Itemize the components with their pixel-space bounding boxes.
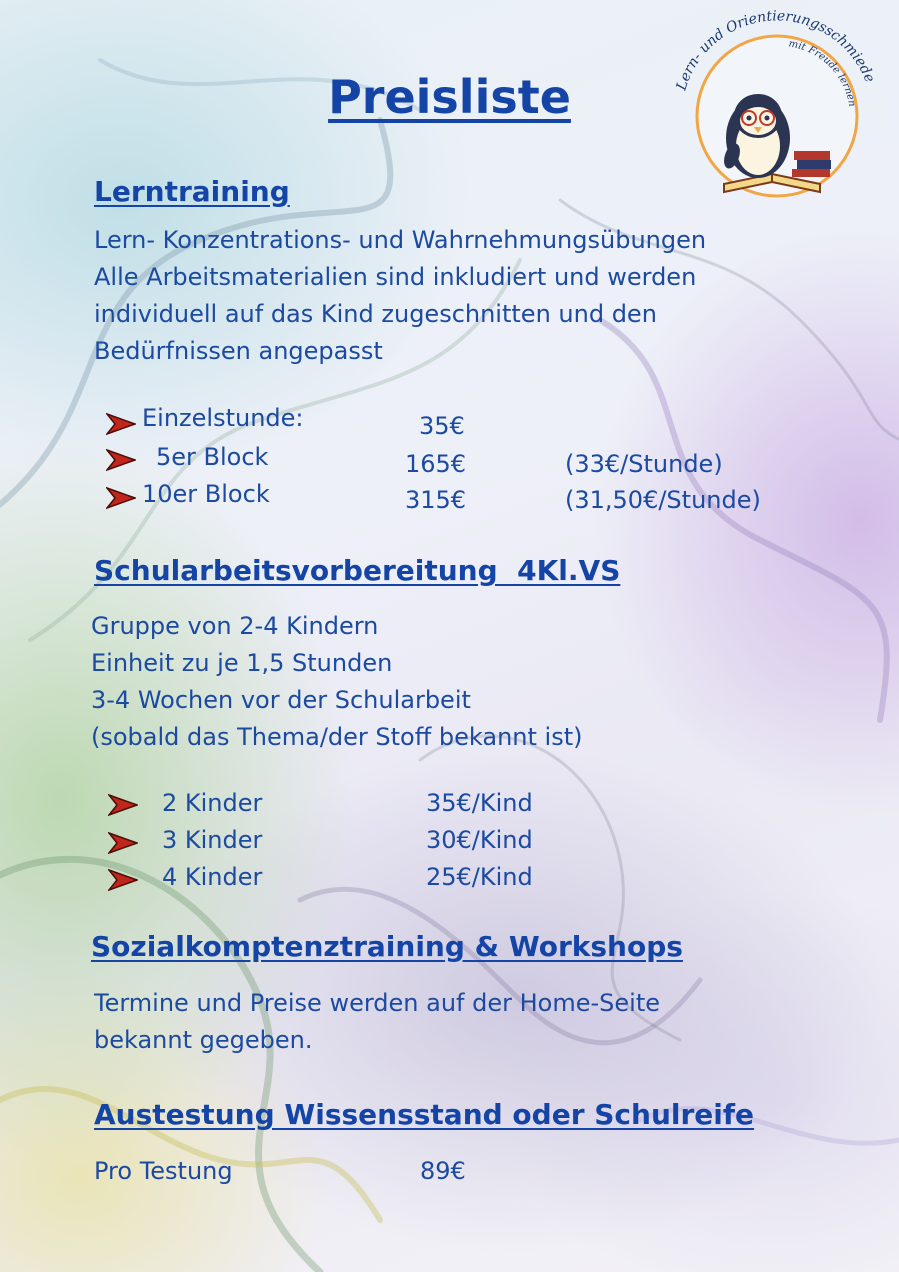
logo-slogan: mit Freude lernen (787, 38, 858, 108)
sozial-description (94, 985, 660, 1059)
price-label: 5er Block (156, 443, 269, 471)
price-note: (33€/Stunde) (565, 450, 723, 478)
price-note: (31,50€/Stunde) (565, 486, 761, 514)
price-value: 165€ (405, 450, 467, 478)
description-line: Gruppe von 2-4 Kindern (91, 612, 379, 640)
description-line: bekannt gegeben. (94, 1026, 313, 1054)
logo-arc-text: Lern- und Orientierungsschmiede (673, 8, 878, 93)
price-label: 2 Kinder (162, 789, 263, 817)
schularbeit-description (91, 608, 582, 756)
page-title: Preisliste (328, 70, 571, 124)
description-line: (sobald das Thema/der Stoff bekannt ist) (91, 723, 583, 751)
price-label: Einzelstunde: (142, 404, 304, 432)
austestung-heading: Austestung Wissensstand oder Schulreife (94, 1098, 755, 1131)
price-value: 315€ (405, 486, 467, 514)
arrow-bullet-icon (108, 794, 138, 816)
description-line: Einheit zu je 1,5 Stunden (91, 649, 393, 677)
price-label: 3 Kinder (162, 826, 263, 854)
description-line: Termine und Preise werden auf der Home-Seite (94, 989, 661, 1017)
arrow-bullet-icon (106, 487, 136, 509)
price-value: 89€ (420, 1157, 466, 1185)
arrow-bullet-icon (106, 449, 136, 471)
lerntraining-heading: Lerntraining (94, 175, 290, 208)
description-line: Bedürfnissen angepasst (94, 337, 383, 365)
arrow-bullet-icon (108, 832, 138, 854)
price-label: Pro Testung (94, 1157, 233, 1185)
description-line: Alle Arbeitsmaterialien sind inkludiert und werden (94, 263, 697, 291)
description-line: individuell auf das Kind zugeschnitten und den (94, 300, 657, 328)
lerntraining-description (94, 222, 706, 370)
sozial-heading: Sozialkomptenztraining & Workshops (91, 930, 683, 963)
schularbeit-heading: Schularbeitsvorbereitung 4Kl.VS (94, 554, 621, 587)
arrow-bullet-icon (106, 413, 136, 435)
price-value: 30€/Kind (426, 826, 533, 854)
price-value: 35€/Kind (426, 789, 533, 817)
price-label: 10er Block (142, 480, 270, 508)
description-line: 3-4 Wochen vor der Schularbeit (91, 686, 471, 714)
price-value: 25€/Kind (426, 863, 533, 891)
arrow-bullet-icon (108, 869, 138, 891)
price-label: 4 Kinder (162, 863, 263, 891)
price-value: 35€ (419, 412, 465, 440)
description-line: Lern- Konzentrations- und Wahrnehmungsübungen (94, 226, 707, 254)
